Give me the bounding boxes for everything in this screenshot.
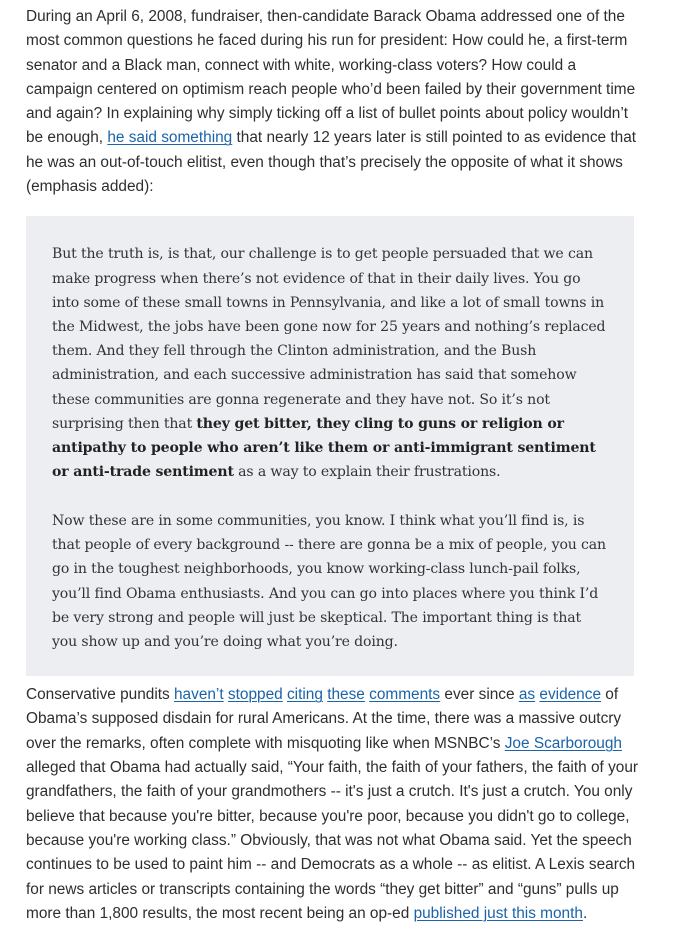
- followup-text: of Obama’s supposed disdain for rural Americans. At the time, there was a massive outcry over the remarks, often complete with misquoting like when MSNBC’s: [26, 686, 622, 752]
- citing-link[interactable]: citing: [286, 686, 323, 704]
- quote-text: Now these are in some communities, you know. I think what you’ll find is, is that people of every background -- there are gonna be a mix of people, you can go in the toughest neighborhoods, you know working-class lunch-pail folks, you’ll find Obama enthusiasts. And you can go into places where you think I’d be very strong and people will just be skeptical. The important thing is that you show up and you’re doing what you’re doing.: [52, 512, 606, 650]
- intro-text: that nearly 12 years later is still pointed to as evidence that he was an out-of-touch elitist, even though that’s precisely the opposite of what it shows (emphasis added):: [26, 129, 637, 196]
- as-link[interactable]: as: [518, 686, 536, 704]
- evidence-link[interactable]: evidence: [539, 686, 601, 704]
- quote-text: But the truth is, is that, our challenge is to get people persuaded that we can make progress when there’s not evidence of that in their daily lives. You go into some of these small towns in Pennsylvania, and like a lot of small towns in the Midwest, the jobs have been gone now for 25 years and nothing’s replaced them. And they fell through the Clinton administration, and the Bush administration, and each successive administration has said that somehow these communities are gonna regenerate and they have not. So it’s not surprising then that: [52, 246, 606, 432]
- quote-paragraph-1: [52, 242, 610, 484]
- intro-paragraph: [26, 5, 638, 199]
- comments-link[interactable]: comments: [369, 686, 441, 704]
- intro-text: During an April 6, 2008, fundraiser, then-candidate Barack Obama addressed one of the most common questions he faced during his run for president: How could he, a first-term senator and a Black man, connect with white, working-class voters? How could a campaign centered on optimism reach people who’d been failed by their government time and again? In explaining why simply ticking off a list of bullet points about policy wouldn’t be enough,: [26, 8, 636, 147]
- havent-link[interactable]: haven’t: [174, 686, 224, 704]
- he-said-something-link[interactable]: he said something: [107, 129, 233, 147]
- joe-scarborough-link[interactable]: Joe Scarborough: [504, 734, 622, 752]
- published-just-this-month-link[interactable]: published just this month: [413, 904, 583, 922]
- followup-text: Conservative pundits: [26, 686, 174, 704]
- followup-paragraph: [26, 683, 638, 926]
- article-body: [26, 5, 638, 926]
- followup-text: alleged that Obama had actually said, “Your faith, the faith of your fathers, the faith of your grandfathers, the faith of your grandmothers -- it's just a crutch. It's just a crutch. You only believe that because you're bitter, because you're poor, because you didn't go to college, because you're working class.” Obviously, that was not what Obama said. Yet the speech continues to be used to paint him -- and Democrats as a whole -- as elitist. A Lexis search for news articles or transcripts containing the words “they get bitter” and “guns” pulls up more than 1,800 results, the most recent being an op-ed: [26, 759, 639, 922]
- stopped-link[interactable]: stopped: [227, 686, 283, 704]
- followup-text: .: [582, 904, 588, 922]
- followup-text: ever since: [440, 686, 519, 704]
- blockquote: [26, 216, 634, 676]
- these-link[interactable]: these: [327, 686, 365, 704]
- quote-paragraph-2: [52, 509, 610, 654]
- quote-emphasis: they get bitter, they cling to guns or religion or antipathy to people who aren’t like them or anti-immigrant sentiment or anti-trade sentiment: [52, 415, 596, 481]
- quote-text: as a way to explain their frustrations.: [233, 464, 501, 481]
